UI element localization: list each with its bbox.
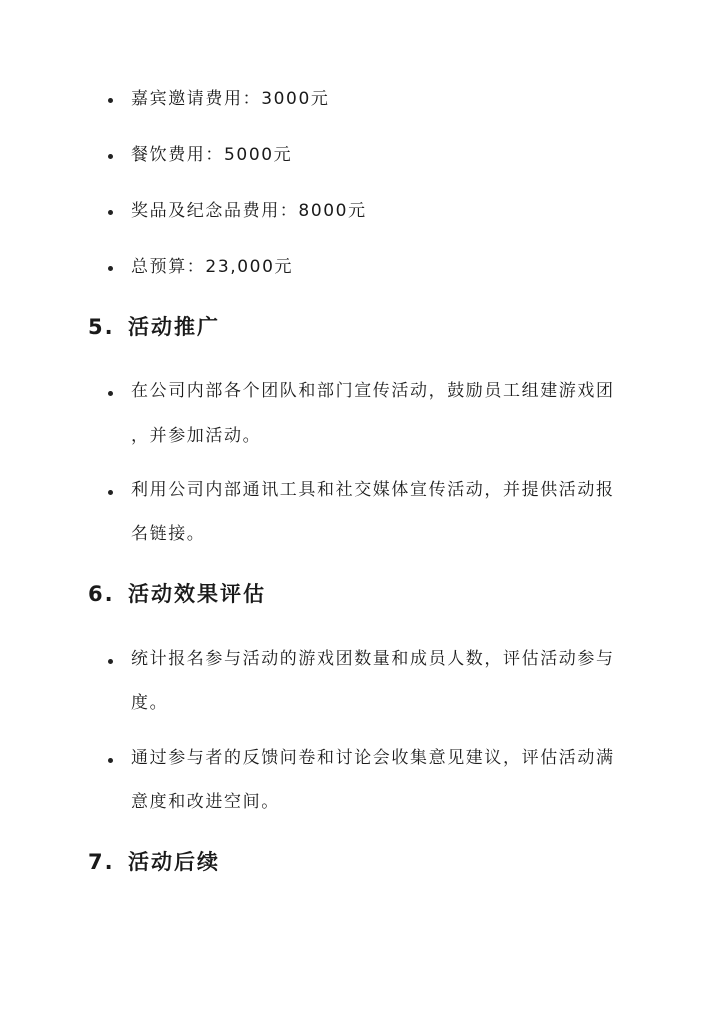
- bullet-marker: [108, 490, 113, 495]
- bullet-marker: [108, 98, 113, 103]
- section-title: 活动推广: [128, 315, 220, 339]
- bullet-marker: [108, 659, 113, 664]
- bullet-marker: [108, 266, 113, 271]
- section-heading-promotion: [88, 314, 220, 340]
- section-heading-evaluation: [88, 581, 266, 607]
- promotion-item-2-line-2: 名链接。: [131, 524, 206, 544]
- bullet-marker: [108, 210, 113, 215]
- section-number: 7.: [88, 850, 115, 874]
- evaluation-item-2-line-2: 意度和改进空间。: [131, 792, 280, 812]
- section-title: 活动后续: [128, 850, 220, 874]
- bullet-marker: [108, 391, 113, 396]
- evaluation-item-2-line-1: 通过参与者的反馈问卷和讨论会收集意见建议，评估活动满: [131, 748, 615, 768]
- budget-item-guest-fee: 嘉宾邀请费用：3000元: [131, 89, 330, 109]
- budget-item-total: 总预算：23,000元: [131, 257, 294, 277]
- bullet-marker: [108, 758, 113, 763]
- section-title: 活动效果评估: [128, 582, 266, 606]
- promotion-item-1-line-2: ，并参加活动。: [131, 426, 262, 446]
- section-heading-follow-up: [88, 849, 220, 875]
- promotion-item-2-line-1: 利用公司内部通讯工具和社交媒体宣传活动，并提供活动报: [131, 480, 615, 500]
- bullet-marker: [108, 154, 113, 159]
- promotion-item-1-line-1: 在公司内部各个团队和部门宣传活动，鼓励员工组建游戏团: [131, 381, 615, 401]
- section-number: 5.: [88, 315, 115, 339]
- budget-item-catering-fee: 餐饮费用：5000元: [131, 145, 293, 165]
- section-number: 6.: [88, 582, 115, 606]
- budget-item-prizes-fee: 奖品及纪念品费用：8000元: [131, 201, 367, 221]
- evaluation-item-1-line-1: 统计报名参与活动的游戏团数量和成员人数，评估活动参与: [131, 649, 615, 669]
- evaluation-item-1-line-2: 度。: [131, 693, 169, 713]
